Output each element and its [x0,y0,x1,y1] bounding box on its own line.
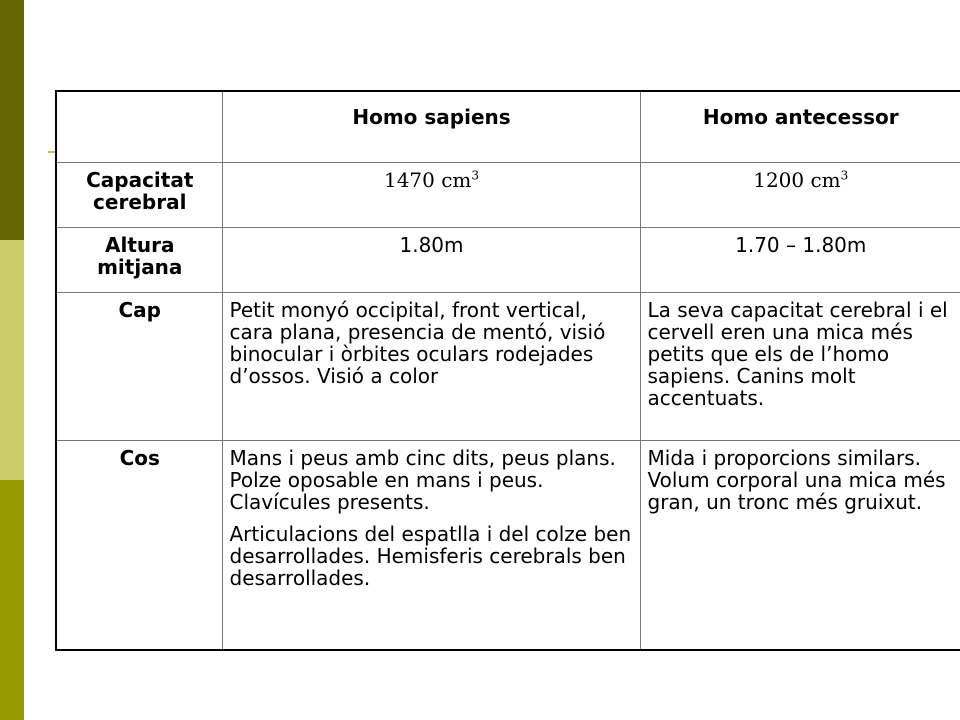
sapiens-cos-paragraph-1: Mans i peus amb cinc dits, peus plans. Polze oposable en mans i peus. Clavícules presents. [229,446,616,514]
comparison-table [55,90,960,651]
header-homo-sapiens: Homo sapiens [222,91,640,163]
sapiens-cap-text: Petit monyó occipital, front vertical, cara plana, presencia de mentó, visió binocular i òrbites oculars rodejades d’ossos. Visió a color [222,293,640,441]
row-label-capacitat: Capacitat cerebral [56,163,222,228]
sapiens-cos-cell [222,441,640,651]
header-homo-antecessor: Homo antecessor [640,91,960,163]
decor-bar-light [0,240,24,480]
decor-bar-dark [0,0,24,240]
row-cap [56,293,960,441]
row-label-cap: Cap [56,293,222,441]
antecessor-cap-text: La seva capacitat cerebral i el cervell eren una mica més petits que els de l’homo sapiens. Canins molt accentuats. [640,293,960,441]
antecessor-capacitat-number: 1200 cm [753,168,841,192]
antecessor-capacitat-value [640,163,960,228]
antecessor-altura-value: 1.70 – 1.80m [640,228,960,293]
sapiens-capacitat-exponent: 3 [471,168,480,183]
sapiens-cos-paragraph-2: Articulacions del espatlla i del colze ben desarrollades. Hemisferis cerebrals ben desarrollades. [229,522,632,590]
row-altura-mitjana [56,228,960,293]
row-label-cos: Cos [56,441,222,651]
sapiens-capacitat-value [222,163,640,228]
row-capacitat-cerebral [56,163,960,228]
decor-bar-olive [0,480,24,720]
sapiens-altura-value: 1.80m [222,228,640,293]
header-row [56,91,960,163]
antecessor-cos-text: Mida i proporcions similars. Volum corporal una mica més gran, un tronc més gruixut. [640,441,960,651]
sapiens-capacitat-number: 1470 cm [383,168,472,192]
row-cos [56,441,960,651]
row-label-altura: Altura mitjana [56,228,222,293]
antecessor-capacitat-exponent: 3 [840,168,849,183]
header-empty-cell [56,91,222,163]
